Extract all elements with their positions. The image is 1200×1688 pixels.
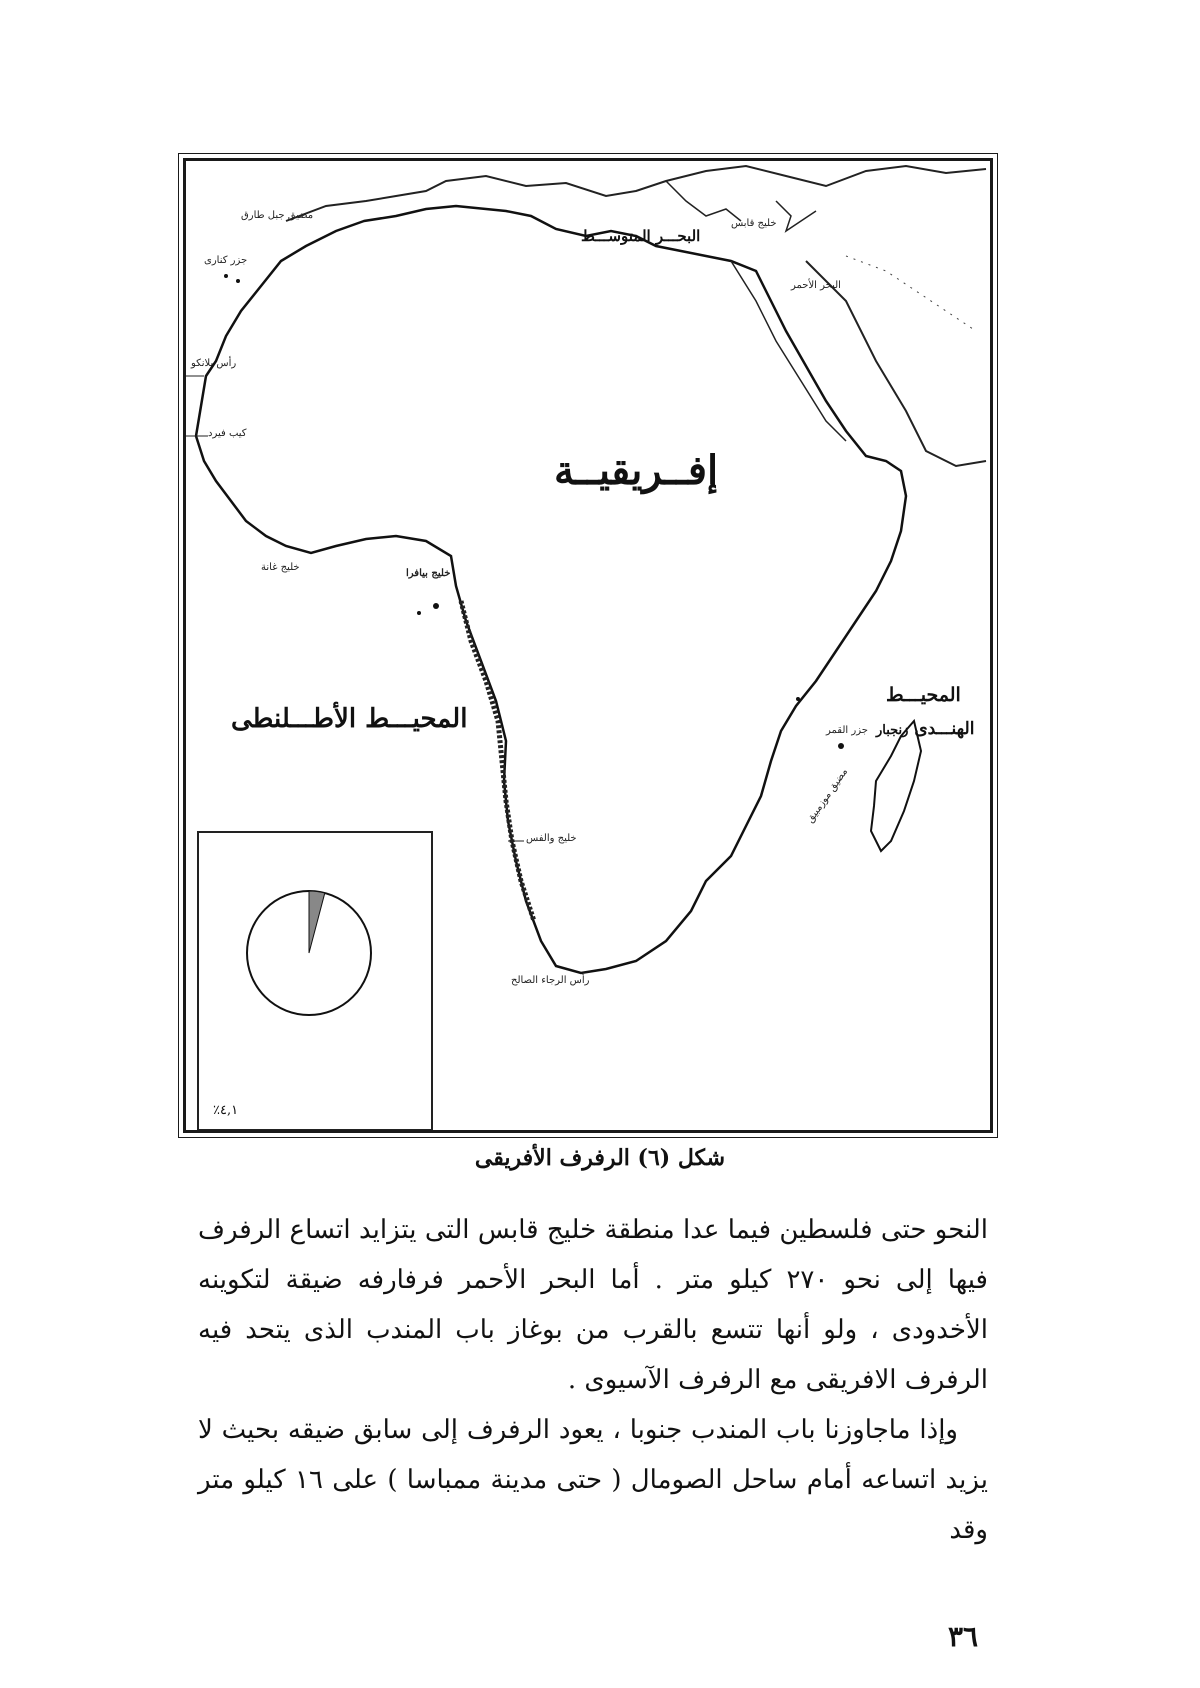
- madagascar: [871, 721, 921, 851]
- cape-good-hope-label: رأس الرجاء الصالح: [511, 975, 590, 986]
- canary-label: جزر كنارى: [204, 255, 248, 266]
- page-number: ٣٦: [948, 1620, 979, 1653]
- west-africa-shelf: [461, 601, 534, 921]
- body-text: [198, 1205, 988, 1555]
- paragraph-2: وإذا ماجاوزنا باب المندب جنوبا ، يعود الرفرف إلى سابق ضيقه بحيث لا يزيد اتساعه أمام ساحل الصومال ( حتى مدينة ممباسا ) على ١٦ كيلو متر وقد: [198, 1415, 988, 1545]
- canary-island-1: [224, 274, 228, 278]
- arabia-coastline: [806, 261, 986, 466]
- zanzibar-label: زنجبار: [876, 723, 909, 738]
- comoros-island: [838, 743, 844, 749]
- zanzibar-island: [796, 697, 800, 701]
- walvis-bay-label: خليج والفس: [526, 833, 577, 844]
- mozambique-channel-label: مضيق موزمبيق: [804, 766, 851, 825]
- indian-ocean-label-line2: الهنـــدى: [914, 719, 975, 739]
- italy-coastline: [666, 181, 741, 221]
- africa-map: [183, 158, 993, 1133]
- africa-label: إفــريقيــة: [554, 447, 719, 494]
- gibraltar-label: مضيق جبل طارق: [241, 210, 314, 221]
- gulf-of-biafra-label: خليج بيافرا: [406, 568, 451, 579]
- mediterranean-label: البحـــر المتوســـط: [581, 227, 701, 245]
- indian-ocean-label: المحيـــط: [886, 684, 961, 706]
- cape-verde-label: كيب فيرد: [208, 428, 247, 439]
- indian-ocean-label-2: [876, 721, 974, 738]
- gulf-of-gabes-label: خليج قابس: [731, 218, 777, 229]
- arabia-dotted-shelf: [846, 256, 976, 331]
- greece-coastline: [776, 201, 816, 231]
- figure-caption: شكل (٦) الرفرف الأفريقى: [474, 1145, 726, 1171]
- red-sea-label: البحر الأحمر: [791, 280, 841, 291]
- comoros-label: جزر القمر: [826, 725, 868, 736]
- cape-blanco-label: رأس بلانكو: [191, 358, 237, 369]
- inset-percent-label: ٤,١٪: [213, 1103, 239, 1118]
- europe-coastline: [286, 166, 986, 221]
- inset-box: [197, 831, 433, 1131]
- bioko-island: [433, 603, 439, 609]
- inset-pie-chart: [199, 833, 431, 1129]
- atlantic-ocean-label: المحيـــط الأطـــلنطى: [231, 704, 468, 734]
- sao-tome-island: [417, 611, 421, 615]
- canary-island-2: [236, 279, 240, 283]
- paragraph-1: النحو حتى فلسطين فيما عدا منطقة خليج قابس التى يتزايد اتساع الرفرف فيها إلى نحو ٢٧٠ كيلو متر . أما البحر الأحمر فرفارفه ضيقة لتكوينه الأخدودى ، ولو أنها تتسع بالقرب من بوغاز باب المندب الذى يتحد فيه الرفرف الافريقى مع الرفرف الآسيوى .: [198, 1215, 988, 1395]
- gulf-of-guinea-label: خليج غانة: [261, 562, 300, 573]
